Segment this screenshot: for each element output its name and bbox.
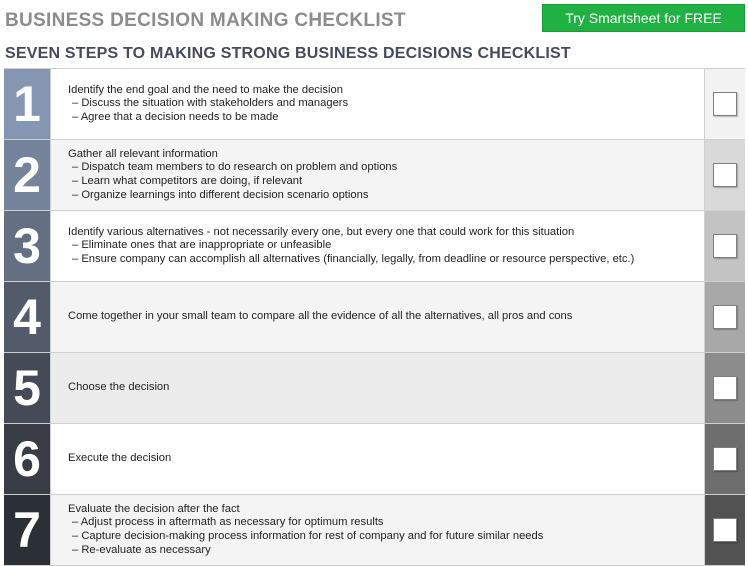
step-checkbox[interactable]: [713, 92, 737, 116]
step-main-text: Identify the end goal and the need to make the decision: [68, 83, 343, 96]
step-content: [50, 282, 704, 352]
page-title: BUSINESS DECISION MAKING CHECKLIST: [5, 10, 406, 31]
step-main-text: Execute the decision: [68, 452, 172, 465]
step-number: 3: [4, 211, 50, 281]
step-sub-item: – Learn what competitors are doing, if relevant: [72, 175, 303, 187]
step-content: [50, 69, 704, 139]
step-main-text: Gather all relevant information: [68, 147, 218, 160]
checklist-row: [4, 282, 745, 353]
step-checkbox[interactable]: [713, 518, 737, 542]
try-smartsheet-button[interactable]: Try Smartsheet for FREE: [542, 4, 745, 32]
step-checkbox[interactable]: [713, 305, 737, 329]
step-checkbox[interactable]: [713, 234, 737, 258]
checklist-row: [4, 69, 745, 140]
step-number: 4: [4, 282, 50, 352]
checkbox-cell: [704, 495, 745, 565]
checkbox-cell: [704, 211, 745, 281]
step-content: [50, 495, 704, 565]
step-content: [50, 211, 704, 281]
step-sub-item: – Dispatch team members to do research on problem and options: [72, 161, 398, 174]
checkbox-cell: [704, 353, 745, 423]
step-sub-item: – Agree that a decision needs to be made: [72, 110, 279, 123]
step-number: 2: [4, 140, 50, 210]
checkbox-cell: [704, 140, 745, 210]
step-number: 1: [4, 69, 50, 139]
step-sub-item: – Capture decision-making process information for rest of company and for future similar needs: [72, 530, 544, 542]
step-sub-item: – Discuss the situation with stakeholders and managers: [72, 97, 349, 110]
step-sub-item: – Eliminate ones that are inappropriate or unfeasible: [72, 239, 332, 252]
step-main-text: Choose the decision: [68, 381, 170, 394]
checklist-row: [4, 211, 745, 282]
step-number: 5: [4, 353, 50, 423]
checklist-row: [4, 353, 745, 424]
step-content: [50, 424, 704, 494]
checklist-row: [4, 495, 745, 566]
step-main-text: Come together in your small team to compare all the evidence of all the alternatives, all pros and cons: [68, 310, 573, 323]
checklist-row: [4, 424, 745, 495]
step-sub-item: – Re-evaluate as necessary: [72, 543, 211, 556]
step-checkbox[interactable]: [713, 163, 737, 187]
checklist-row: [4, 140, 745, 211]
checkbox-cell: [704, 424, 745, 494]
step-main-text: Identify various alternatives - not necessarily every one, but every one that could work for this situation: [68, 225, 575, 238]
step-number: 6: [4, 424, 50, 494]
step-number: 7: [4, 495, 50, 565]
step-content: [50, 353, 704, 423]
checklist-table: [4, 68, 745, 566]
step-sub-item: – Ensure company can accomplish all alternatives (financially, legally, from deadline or resource perspective, etc.): [72, 252, 635, 265]
step-main-text: Evaluate the decision after the fact: [68, 502, 240, 515]
step-sub-item: – Organize learnings into different decision scenario options: [72, 188, 369, 201]
step-content: [50, 140, 704, 210]
checkbox-cell: [704, 282, 745, 352]
step-sub-item: – Adjust process in aftermath as necessary for optimum results: [72, 516, 384, 529]
step-checkbox[interactable]: [713, 447, 737, 471]
step-checkbox[interactable]: [713, 376, 737, 400]
checkbox-cell: [704, 69, 745, 139]
checklist-subtitle: SEVEN STEPS TO MAKING STRONG BUSINESS DECISIONS CHECKLIST: [5, 45, 571, 62]
